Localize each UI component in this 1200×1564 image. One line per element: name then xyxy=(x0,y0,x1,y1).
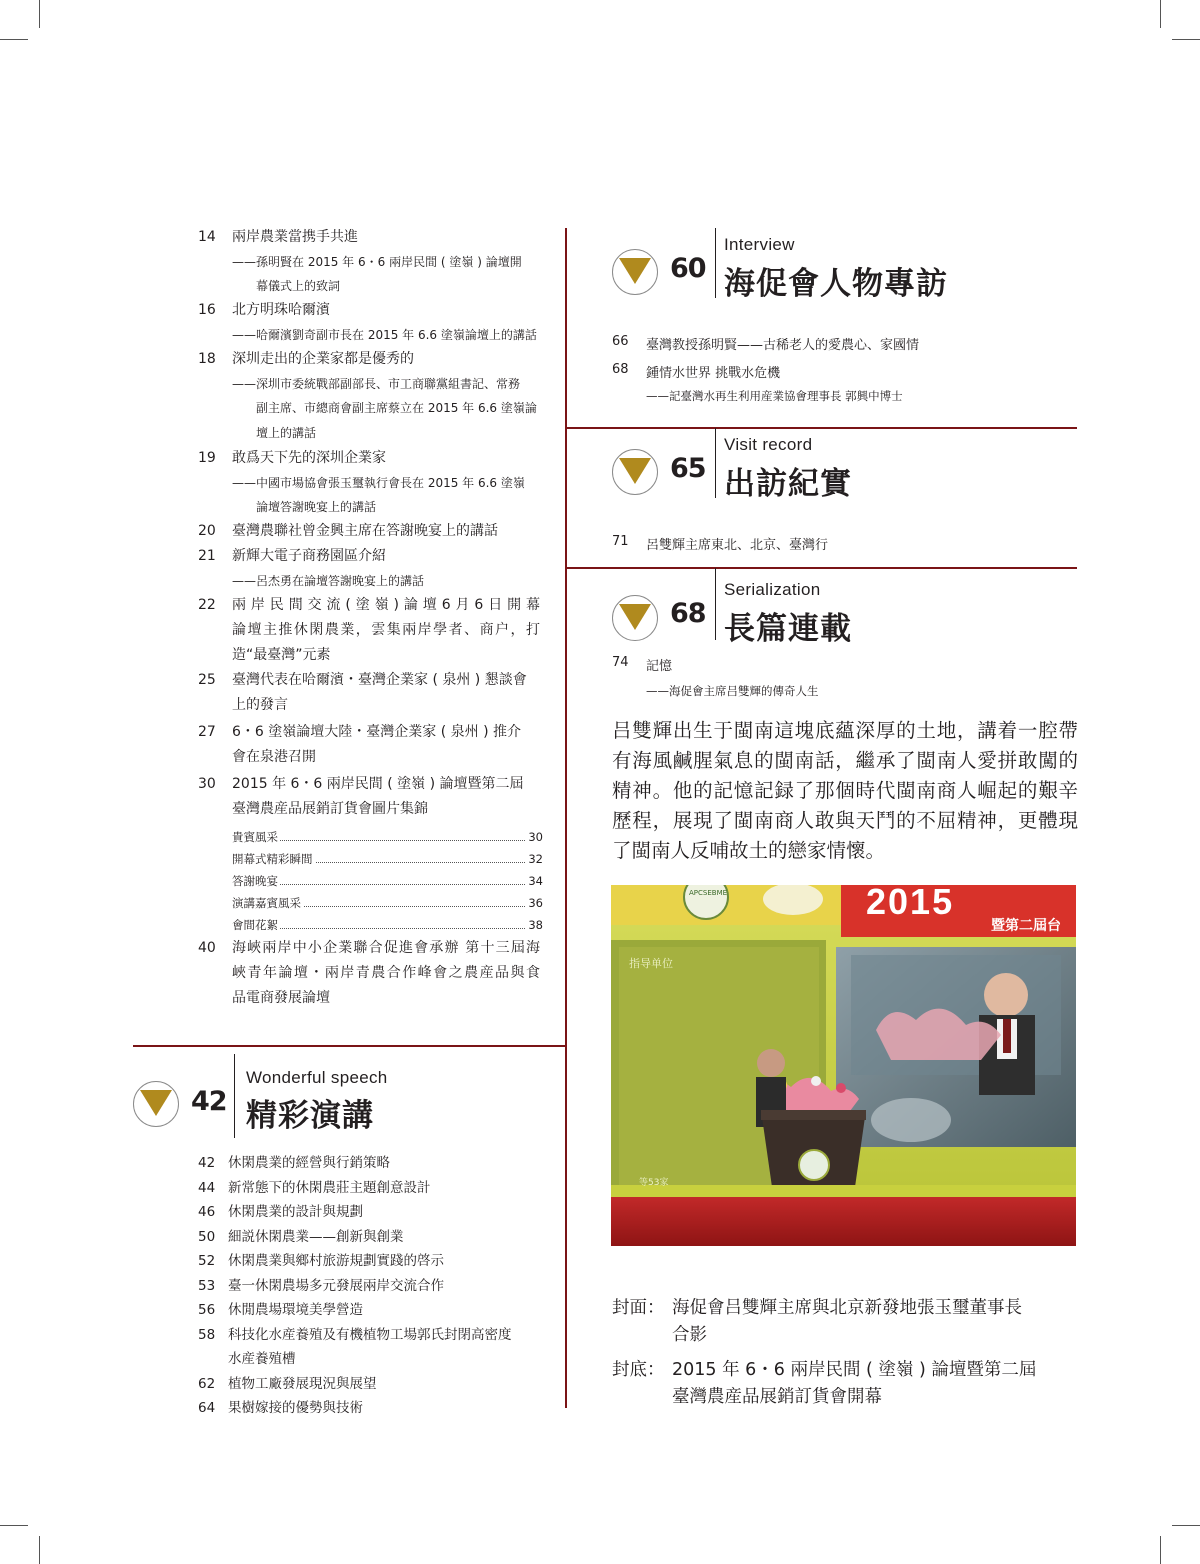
toc-subtitle: 幕儀式上的致詞 xyxy=(256,279,341,293)
section-title-en: Interview xyxy=(724,235,795,254)
toc-title-continued: 水産養殖槽 xyxy=(228,1351,296,1367)
toc-dot-entry[interactable]: 演講嘉賓風采 36 xyxy=(198,892,543,914)
intro-paragraph xyxy=(612,716,1078,866)
crop-mark xyxy=(39,0,40,28)
toc-entry[interactable]: 46 休閑農業的設計與規劃 xyxy=(198,1204,363,1220)
section-divider-visit xyxy=(565,427,1077,429)
toc-entry[interactable]: 74 記憶 xyxy=(612,655,673,674)
triangle-marker-icon xyxy=(133,1081,179,1127)
toc-subtitle: 副主席、市總商會副主席蔡立在 2015 年 6.6 塗嶺論 xyxy=(256,401,537,415)
toc-title-continued: 上的發言 xyxy=(232,697,288,713)
toc-subtitle: ——孫明賢在 2015 年 6・6 兩岸民間 ( 塗嶺 ) 論壇開 xyxy=(232,255,522,269)
toc-page-number: 16 xyxy=(198,302,216,318)
toc-subtitle: ——中國市場協會張玉璽執行會長在 2015 年 6.6 塗嶺 xyxy=(232,476,525,490)
toc-entry[interactable]: 52 休閑農業與鄉村旅游規劃實踐的啓示 xyxy=(198,1253,444,1269)
toc-subtitle: 壇上的講話 xyxy=(256,426,317,440)
crop-mark xyxy=(1172,39,1200,40)
toc-entry[interactable]: 44 新常態下的休閑農莊主題創意設計 xyxy=(198,1179,431,1196)
crop-mark xyxy=(1172,1525,1200,1526)
toc-entry[interactable] xyxy=(198,936,543,961)
toc-page-number: 25 xyxy=(198,672,216,688)
toc-title: 敢爲天下先的深圳企業家 xyxy=(232,450,386,466)
toc-entry[interactable] xyxy=(198,298,543,323)
speech-toc xyxy=(198,1151,558,1421)
toc-page-number: 30 xyxy=(198,776,216,792)
crop-mark xyxy=(1160,1536,1161,1564)
triangle-marker-icon xyxy=(612,249,658,295)
section-title-en: Serialization xyxy=(724,580,821,599)
toc-entry[interactable]: 50 細説休閑農業——創新與創業 xyxy=(198,1228,404,1245)
triangle-marker-icon xyxy=(612,449,658,495)
toc-page-number: 40 xyxy=(198,940,216,956)
photo-side-footer: 等53家 xyxy=(639,1178,669,1188)
crop-mark xyxy=(39,1536,40,1564)
caption-text: 臺灣農産品展銷訂貨會開幕 xyxy=(672,1387,882,1407)
photo-illustration xyxy=(611,885,1076,1246)
toc-entry[interactable] xyxy=(198,225,543,250)
section-title-en: Wonderful speech xyxy=(246,1068,388,1087)
toc-entry[interactable] xyxy=(198,720,543,745)
toc-entry[interactable] xyxy=(198,668,543,693)
caption-label: 封底： xyxy=(612,1360,665,1380)
caption-back-cover xyxy=(612,1357,1082,1413)
toc-title-continued: 造“最臺灣”元素 xyxy=(232,647,331,663)
toc-title-continued: 品電商發展論壇 xyxy=(232,990,330,1006)
toc-entry[interactable] xyxy=(198,347,543,372)
toc-page-number: 14 xyxy=(198,229,216,245)
section-number: 68 xyxy=(670,598,706,629)
section-bar xyxy=(715,228,716,298)
toc-page-number: 22 xyxy=(198,597,216,613)
toc-subtitle: ——海促會主席吕雙輝的傳奇人生 xyxy=(646,684,819,698)
toc-page-number: 18 xyxy=(198,351,216,367)
section-number: 42 xyxy=(191,1086,227,1117)
toc-subtitle: 論壇答謝晚宴上的講話 xyxy=(256,500,377,514)
section-title-zh: 出訪紀實 xyxy=(724,466,852,502)
toc-entry[interactable] xyxy=(198,544,543,569)
toc-entry[interactable] xyxy=(198,593,543,618)
section-divider-serial xyxy=(565,567,1077,569)
left-toc xyxy=(198,225,543,1011)
toc-title: 深圳走出的企業家都是優秀的 xyxy=(232,351,414,367)
caption-text: 海促會吕雙輝主席與北京新發地張玉璽董事長 xyxy=(672,1298,1022,1318)
section-header-speech xyxy=(133,1070,553,1140)
toc-title: 2015 年 6・6 兩岸民間 ( 塗嶺 ) 論壇暨第二屆 xyxy=(232,776,524,792)
section-title-zh: 長篇連載 xyxy=(724,611,852,647)
toc-title: 海峽兩岸中小企業聯合促進會承辦 第十三屆海 xyxy=(232,940,540,956)
toc-entry[interactable] xyxy=(198,772,543,797)
photo-logo-text: APCSEBME xyxy=(689,889,728,897)
toc-entry[interactable]: 56 休閒農場環境美學營造 xyxy=(198,1302,363,1318)
toc-subtitle: ——呂杰勇在論壇答謝晚宴上的講話 xyxy=(232,574,425,588)
toc-entry[interactable]: 66 臺灣教授孫明賢——古稀老人的愛農心、家國情 xyxy=(612,334,920,353)
section-number: 60 xyxy=(670,253,706,284)
crop-mark xyxy=(0,1525,28,1526)
section-title-zh: 精彩演講 xyxy=(246,1098,374,1134)
toc-title: 臺灣農聯社曾金興主席在答謝晚宴上的講話 xyxy=(232,523,498,539)
intro-line: 有海風鹹腥氣息的閩南話，繼承了閩南人愛拼敢闖的 xyxy=(612,749,1078,772)
toc-title: 臺灣代表在哈爾濱・臺灣企業家 ( 泉州 ) 懇談會 xyxy=(232,672,527,688)
intro-line: 歷程，展現了閩南商人敢與天鬥的不屈精神，更體現 xyxy=(612,809,1078,832)
toc-entry[interactable] xyxy=(198,519,543,544)
photo-banner-year: 2015 xyxy=(866,885,955,922)
section-bar xyxy=(715,428,716,498)
toc-dot-entry[interactable]: 貴賓風采 30 xyxy=(198,826,543,848)
section-header-serial xyxy=(612,582,1052,652)
section-header-interview xyxy=(612,236,1052,306)
intro-line: 精神。他的記憶記録了那個時代閩南商人崛起的艱辛 xyxy=(612,779,1078,802)
toc-dot-entry[interactable]: 開幕式精彩瞬間 32 xyxy=(198,848,543,870)
toc-entry[interactable]: 71 呂雙輝主席東北、北京、臺灣行 xyxy=(612,534,829,553)
toc-page-number: 21 xyxy=(198,548,216,564)
toc-entry[interactable]: 62 植物工廠發展現況與展望 xyxy=(198,1375,377,1392)
section-bar xyxy=(715,568,716,640)
section-title-en: Visit record xyxy=(724,435,813,454)
toc-title-continued: 會在泉港召開 xyxy=(232,749,316,765)
intro-line: 吕雙輝出生于閩南這塊底蘊深厚的土地，講着一腔帶 xyxy=(612,719,1078,742)
section-title-zh: 海促會人物專訪 xyxy=(724,266,948,302)
toc-entry[interactable]: 53 臺一休閑農場多元發展兩岸交流合作 xyxy=(198,1277,444,1294)
event-photo xyxy=(611,885,1076,1246)
crop-mark xyxy=(0,39,28,40)
toc-title: 6・6 塗嶺論壇大陸・臺灣企業家 ( 泉州 ) 推介 xyxy=(232,724,521,740)
caption-text: 合影 xyxy=(672,1325,707,1345)
toc-page-number: 20 xyxy=(198,523,216,539)
toc-entry[interactable]: 64 果樹嫁接的優勢與技術 xyxy=(198,1400,363,1416)
section-number: 65 xyxy=(670,453,706,484)
caption-label: 封面： xyxy=(612,1298,665,1318)
toc-entry[interactable] xyxy=(198,446,543,471)
intro-line: 了閩南人反哺故土的戀家情懷。 xyxy=(612,839,886,862)
toc-page-number: 27 xyxy=(198,724,216,740)
section-bar xyxy=(234,1054,235,1138)
section-divider-speech xyxy=(133,1045,566,1047)
toc-subtitle: ——哈爾濱劉奇副市長在 2015 年 6.6 塗嶺論壇上的講話 xyxy=(232,328,537,342)
toc-entry[interactable]: 42 休閑農業的經營與行銷策略 xyxy=(198,1155,390,1171)
caption-text: 2015 年 6・6 兩岸民間 ( 塗嶺 ) 論壇暨第二屆 xyxy=(672,1360,1037,1380)
toc-subtitle: ——記臺灣水再生利用産業協會理事長 郭興中博士 xyxy=(646,389,903,403)
triangle-marker-icon xyxy=(612,595,658,641)
toc-title: 兩岸民間交流(塗嶺)論壇6月6日開幕 xyxy=(232,597,540,613)
toc-dot-entry[interactable]: 答謝晚宴 34 xyxy=(198,870,543,892)
column-divider xyxy=(565,228,567,1408)
caption-cover xyxy=(612,1295,1082,1351)
toc-title-continued: 臺灣農産品展銷訂貨會圖片集錦 xyxy=(232,801,428,817)
toc-subtitle: ——深圳市委統戰部副部長、市工商聯黨組書記、常務 xyxy=(232,377,521,391)
toc-title-continued: 峽青年論壇・兩岸青農合作峰會之農産品與食 xyxy=(232,965,540,981)
toc-title: 北方明珠哈爾濱 xyxy=(232,302,330,318)
toc-page-number: 19 xyxy=(198,450,216,466)
toc-dot-entry[interactable]: 會間花絮 38 xyxy=(198,914,543,936)
photo-banner-text: 暨第二屆台 xyxy=(991,918,1061,934)
crop-mark xyxy=(1160,0,1161,28)
toc-title: 新輝大電子商務園區介紹 xyxy=(232,548,386,564)
toc-title-continued: 論壇主推休閑農業，雲集兩岸學者、商户，打 xyxy=(232,622,540,638)
toc-entry[interactable]: 58 科技化水産養殖及有機植物工場郭氏封閉高密度 xyxy=(198,1326,512,1343)
section-header-visit xyxy=(612,436,1052,506)
toc-title: 兩岸農業當携手共進 xyxy=(232,229,358,245)
photo-side-heading: 指导单位 xyxy=(629,957,673,970)
toc-entry[interactable]: 68 鍾情水世界 挑戰水危機 xyxy=(612,362,781,381)
